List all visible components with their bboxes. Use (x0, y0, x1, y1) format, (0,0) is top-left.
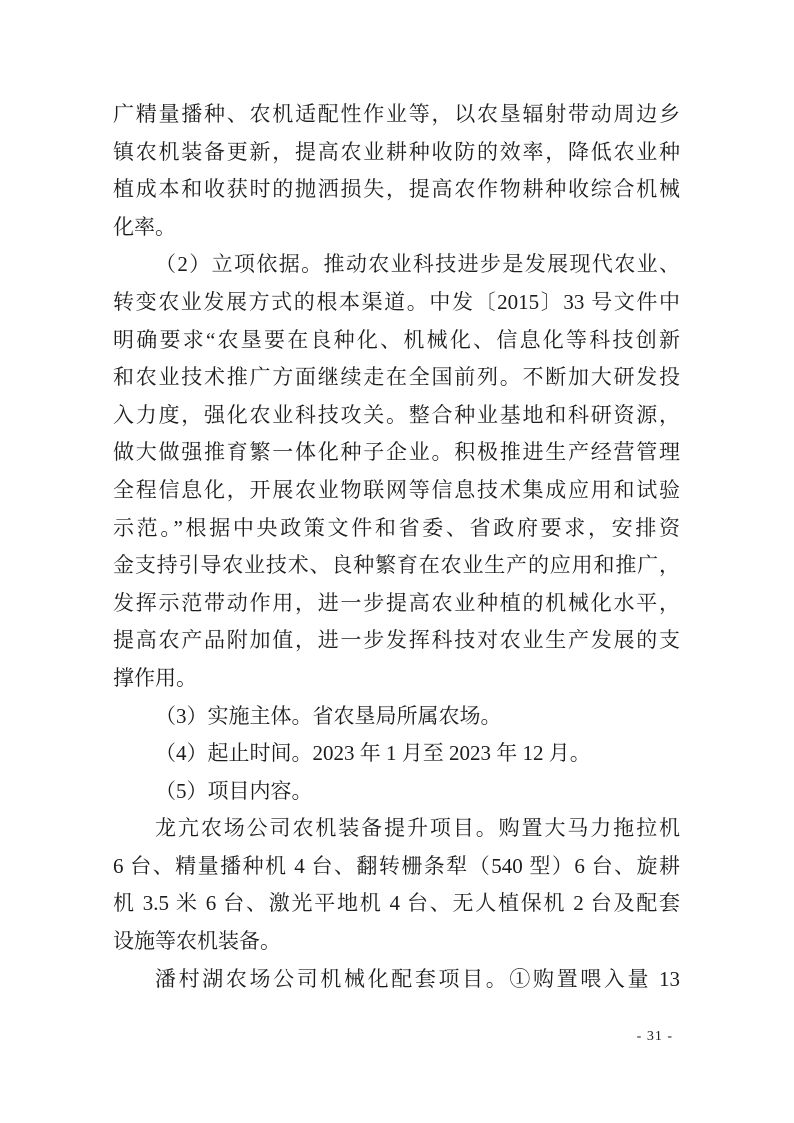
text-line: （4）起止时间。2023 年 1 月至 2023 年 12 月。 (155, 741, 591, 766)
text-line: 机 3.5 米 6 台、激光平地机 4 台、无人植保机 2 台及配套 (113, 891, 680, 916)
text-line: 发挥示范带动作用，进一步提高农业种植的机械化水平， (113, 590, 680, 615)
text-line: （2）立项依据。推动农业科技进步是发展现代农业、 (155, 252, 680, 277)
text-line: 明确要求“农垦要在良种化、机械化、信息化等科技创新 (113, 327, 680, 352)
text-line: 镇农机装备更新，提高农业耕种收防的效率，降低农业种 (113, 139, 680, 164)
text-line: 金支持引导农业技术、良种繁育在农业生产的应用和推广， (113, 553, 680, 578)
text-line: 入力度，强化农业科技攻关。整合种业基地和科研资源， (113, 402, 680, 427)
text-line: 撑作用。 (113, 665, 197, 690)
text-line: 提高农产品附加值，进一步发挥科技对农业生产发展的支 (113, 628, 680, 653)
text-line: 6 台、精量播种机 4 台、翻转栅条犁（540 型）6 台、旋耕 (113, 853, 680, 878)
text-line: 做大做强推育繁一体化种子企业。积极推进生产经营管理 (113, 440, 680, 465)
text-line: 设施等农机装备。 (113, 929, 281, 954)
page-number: - 31 - (636, 1029, 673, 1044)
text-line: 植成本和收获时的抛洒损失，提高农作物耕种收综合机械 (113, 177, 680, 202)
text-line: 广精量播种、农机适配性作业等，以农垦辐射带动周边乡 (113, 102, 680, 126)
document-body (113, 96, 680, 998)
text-line: （3）实施主体。省农垦局所属农场。 (155, 703, 502, 728)
text-line: 龙亢农场公司农机装备提升项目。购置大马力拖拉机 (155, 816, 680, 841)
text-line: 潘村湖农场公司机械化配套项目。①购置喂入量 13 (155, 966, 680, 991)
text-line: 和农业技术推广方面继续走在全国前列。不断加大研发投 (113, 365, 680, 390)
text-line: 转变农业发展方式的根本渠道。中发〔2015〕33 号文件中 (113, 289, 680, 314)
text-line: （5）项目内容。 (155, 778, 313, 803)
text-line: 全程信息化，开展农业物联网等信息技术集成应用和试验 (113, 477, 680, 502)
text-line: 化率。 (113, 214, 176, 239)
text-line: 示范。”根据中央政策文件和省委、省政府要求，安排资 (113, 515, 680, 540)
